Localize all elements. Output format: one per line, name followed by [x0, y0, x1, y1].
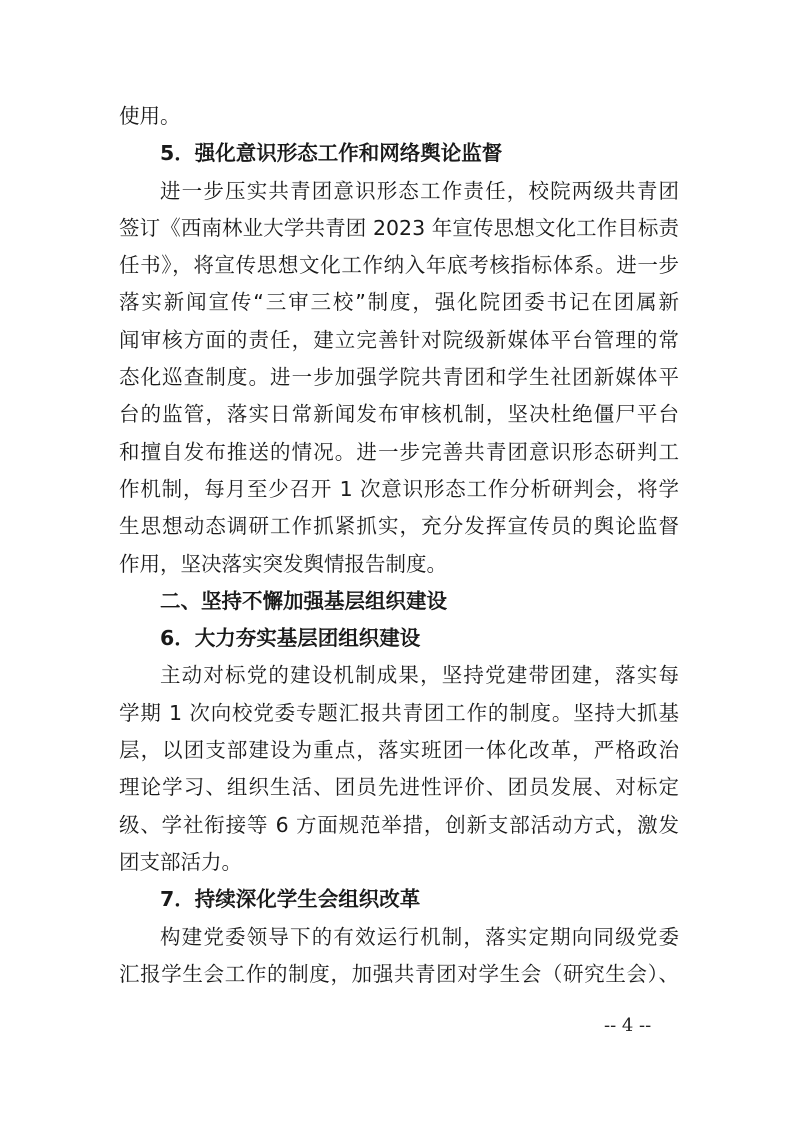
body-line: 生思想动态调研工作抓紧抓实，充分发挥宣传员的舆论监督 [119, 514, 679, 539]
body-line: 闻审核方面的责任，建立完善针对院级新媒体平台管理的常 [119, 327, 679, 352]
document-body [119, 98, 679, 993]
section-heading-2: 二、坚持不懈加强基层组织建设 [160, 588, 447, 613]
body-line: 台的监管，落实日常新闻发布审核机制，坚决杜绝僵尸平台 [119, 402, 679, 427]
body-line: 态化巡查制度。进一步加强学院共青团和学生社团新媒体平 [119, 365, 679, 390]
subsection-heading-5: 5．强化意识形态工作和网络舆论监督 [160, 141, 503, 166]
body-line: 汇报学生会工作的制度，加强共青团对学生会（研究生会）、 [119, 961, 679, 986]
body-line: 任书》，将宣传思想文化工作纳入年底考核指标体系。进一步 [119, 253, 679, 278]
subsection-heading-6: 6．大力夯实基层团组织建设 [160, 626, 421, 651]
body-line: 作机制，每月至少召开 1 次意识形态工作分析研判会，将学 [119, 476, 679, 501]
body-line: 作用，坚决落实突发舆情报告制度。 [119, 551, 447, 576]
subsection-heading-7: 7．持续深化学生会组织改革 [160, 887, 421, 912]
body-line: 进一步压实共青团意识形态工作责任，校院两级共青团 [160, 178, 679, 203]
body-line: 级、学社衔接等 6 方面规范举措，创新支部活动方式，激发 [119, 812, 679, 837]
body-line: 层，以团支部建设为重点，落实班团一体化改革，严格政治 [119, 738, 679, 763]
body-line: 团支部活力。 [119, 849, 242, 874]
body-line: 落实新闻宣传“三审三校”制度，强化院团委书记在团属新 [119, 290, 679, 315]
body-line: 学期 1 次向校党委专题汇报共青团工作的制度。坚持大抓基 [119, 700, 679, 725]
body-line: 理论学习、组织生活、团员先进性评价、团员发展、对标定 [119, 775, 679, 800]
body-line: 使用。 [119, 104, 181, 128]
body-line: 构建党委领导下的有效运行机制，落实定期向同级党委 [160, 924, 679, 949]
body-line: 主动对标党的建设机制成果，坚持党建带团建，落实每 [160, 663, 679, 688]
body-line: 签订《西南林业大学共青团 2023 年宣传思想文化工作目标责 [119, 215, 679, 240]
body-line: 和擅自发布推送的情况。进一步完善共青团意识形态研判工 [119, 439, 679, 464]
page-number: -- 4 -- [604, 1015, 652, 1036]
